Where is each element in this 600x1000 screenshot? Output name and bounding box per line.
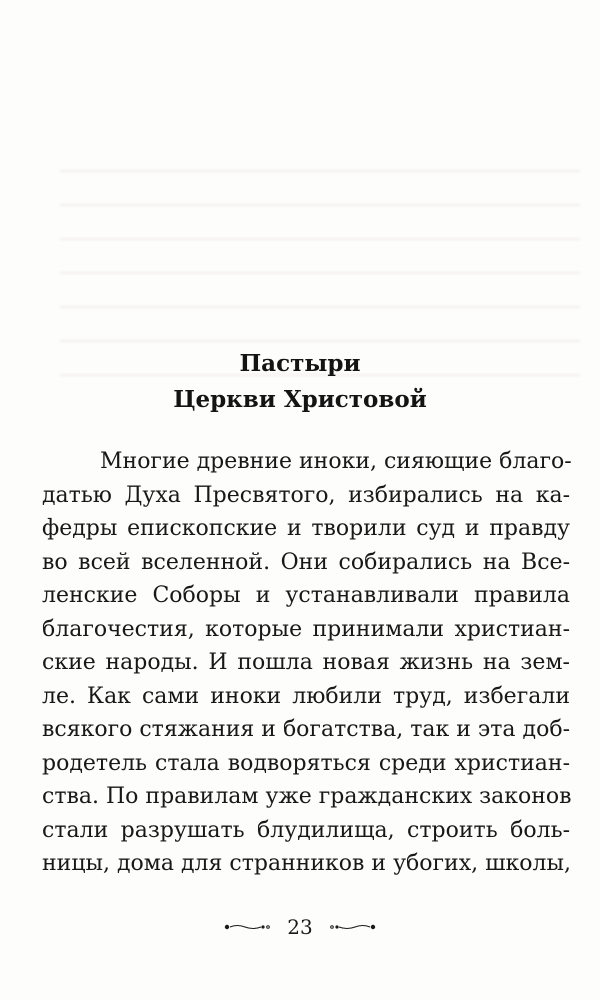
- text-line: ницы, дома для странников и убогих, школы,: [42, 851, 572, 876]
- page-footer: [0, 912, 600, 942]
- text-line: ства. По правилам уже гражданских законов: [42, 784, 572, 809]
- text-line: федры епископские и творили суд и правду: [42, 516, 570, 541]
- chapter-title: [0, 346, 600, 418]
- text-line: ле. Как сами иноки любили труд, избегали: [42, 683, 570, 709]
- chapter-title-line-1: Пастыри: [239, 350, 361, 377]
- left-ornament-icon: [223, 922, 271, 932]
- text-line: ские народы. И пошла новая жизнь на зем-: [42, 650, 570, 675]
- text-line: ленские Соборы и устанавливали правила: [42, 583, 570, 608]
- bleed-through-text: [60, 140, 580, 378]
- text-line: стали разрушать блудилища, строить боль-: [42, 817, 570, 843]
- text-line: благочестия, которые принимали христиан-: [42, 616, 570, 642]
- text-line: во всей вселенной. Они собирались на Все-: [42, 549, 570, 575]
- text-line: всякого стяжания и богатства, так и эта доб-: [42, 717, 570, 742]
- chapter-title-line-2: Церкви Христовой: [173, 386, 427, 413]
- body-paragraph: [42, 445, 570, 881]
- text-line: Многие древние иноки, сияющие благо-: [100, 449, 572, 474]
- right-ornament-icon: [329, 922, 377, 932]
- page-number: 23: [287, 915, 313, 939]
- text-line: родетель стала водворяться среди христиан-: [42, 750, 570, 776]
- text-line: датью Духа Пресвятого, избирались на ка-: [42, 482, 570, 508]
